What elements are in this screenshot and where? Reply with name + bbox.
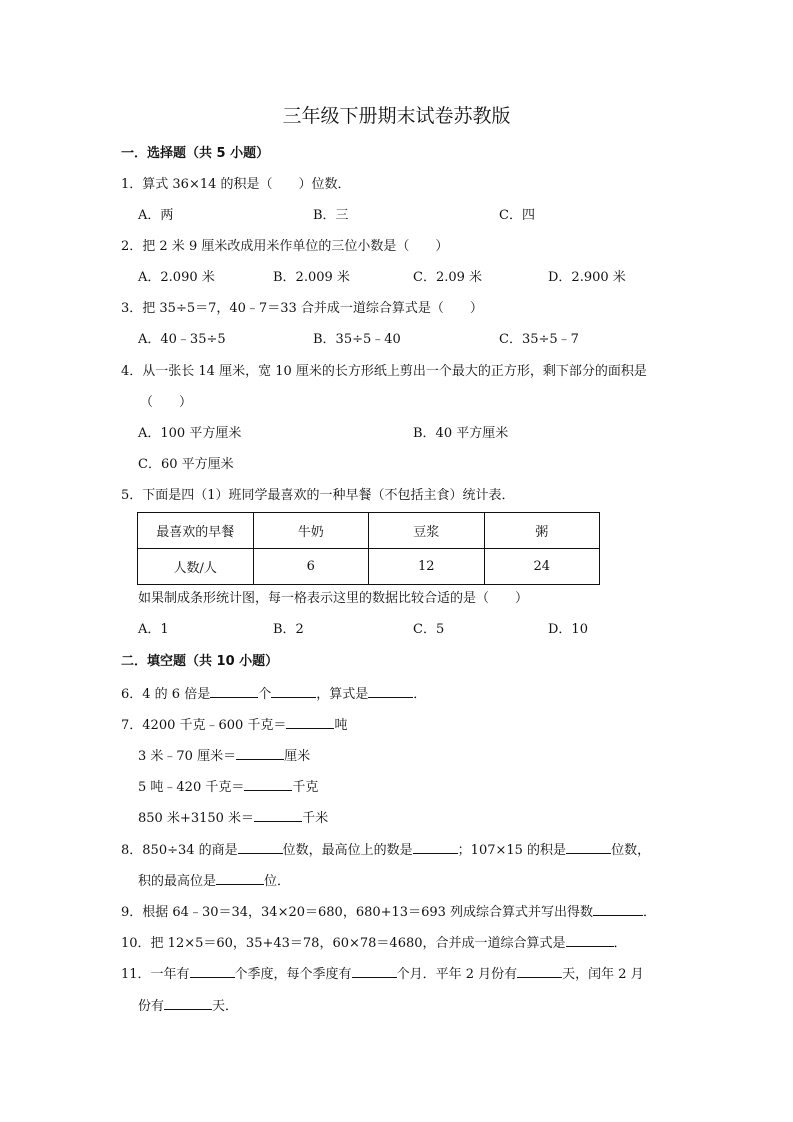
answer-blank[interactable] — [164, 997, 212, 1010]
answer-blank[interactable] — [238, 841, 283, 854]
question-5: 5．下面是四（1）班同学最喜欢的一种早餐（不包括主食）统计表． — [121, 488, 515, 503]
q8-text: 位数， — [611, 843, 651, 858]
q5-option-a: A．1 — [138, 622, 169, 637]
q11-text: 天，闰年 2 月 — [562, 967, 644, 982]
q6-text: ． — [413, 687, 427, 702]
question-7 — [121, 716, 347, 734]
q7-text: 850 米+3150 米＝ — [138, 811, 255, 826]
q7-text: 厘米 — [284, 749, 311, 764]
table-cell: 最喜欢的早餐 — [138, 513, 254, 549]
answer-blank[interactable] — [271, 685, 316, 698]
q6-text: 6．4 的 6 倍是 — [121, 687, 211, 702]
question-4: 4．从一张长 14 厘米，宽 10 厘米的长方形纸上剪出一个最大的正方形，剩下部分的面积是 — [121, 364, 647, 379]
question-2: 2．把 2 米 9 厘米改成用米作单位的三位小数是（ ） — [121, 239, 449, 254]
q6-text: ，算式是 — [316, 687, 369, 702]
q9-text: ． — [643, 905, 657, 920]
answer-blank[interactable] — [566, 934, 614, 947]
answer-blank[interactable] — [593, 903, 643, 916]
section-heading-fill: 二．填空题（共 10 小题） — [121, 654, 279, 669]
answer-blank[interactable] — [254, 809, 302, 822]
q8-text: 位数，最高位上的数是 — [282, 843, 413, 858]
q8-text: 位． — [264, 874, 291, 889]
question-7-line-3 — [138, 778, 318, 796]
q3-option-a: A．40﹣35÷5 — [138, 332, 226, 347]
question-7-line-2 — [138, 747, 310, 765]
q11-text: 个月．平年 2 月份有 — [396, 967, 518, 982]
question-6 — [121, 685, 426, 703]
table-cell: 人数/人 — [138, 549, 254, 585]
q5-option-b: B．2 — [273, 622, 304, 637]
q7-text: 3 米﹣70 厘米＝ — [138, 749, 237, 764]
q11-text: 天． — [212, 999, 239, 1014]
answer-blank[interactable] — [216, 872, 264, 885]
breakfast-stat-table — [137, 512, 600, 585]
table-cell: 12 — [369, 549, 485, 585]
question-1: 1．算式 36×14 的积是（ ）位数． — [121, 177, 351, 192]
answer-blank[interactable] — [210, 685, 258, 698]
q1-option-c: C．四 — [499, 208, 535, 223]
q2-option-b: B．2.009 米 — [273, 270, 350, 285]
q3-option-b: B．35÷5﹣40 — [313, 332, 401, 347]
question-3: 3．把 35÷5＝7，40﹣7＝33 合并成一道综合算式是（ ） — [121, 301, 483, 316]
q11-text: 份有 — [138, 999, 165, 1014]
question-4-continued: （ ） — [140, 395, 193, 410]
table-row — [138, 549, 600, 585]
answer-blank[interactable] — [566, 841, 611, 854]
q10-text: 10．把 12×5＝60，35+43＝78，60×78＝4680，合并成一道综合算式是 — [121, 936, 566, 951]
answer-blank[interactable] — [352, 965, 397, 978]
q4-option-b: B．40 平方厘米 — [413, 426, 509, 441]
q6-text: 个 — [258, 687, 272, 702]
question-7-line-4 — [138, 809, 328, 827]
section-heading-choice: 一．选择题（共 5 小题） — [121, 146, 270, 161]
q11-text: 个季度，每个季度有 — [234, 967, 352, 982]
table-cell: 24 — [484, 549, 600, 585]
answer-blank[interactable] — [244, 778, 292, 791]
table-header-row — [138, 513, 600, 549]
q1-option-a: A．两 — [138, 208, 174, 223]
q5-option-c: C．5 — [413, 622, 445, 637]
table-cell: 粥 — [484, 513, 600, 549]
q5-option-d: D．10 — [548, 622, 588, 637]
answer-blank[interactable] — [190, 965, 235, 978]
answer-blank[interactable] — [517, 965, 562, 978]
page-title: 三年级下册期末试卷苏教版 — [282, 105, 511, 127]
q2-option-a: A．2.090 米 — [138, 270, 215, 285]
q4-option-a: A．100 平方厘米 — [138, 426, 242, 441]
q2-option-c: C．2.09 米 — [413, 270, 483, 285]
q8-text: 积的最高位是 — [138, 874, 217, 889]
q2-option-d: D．2.900 米 — [548, 270, 626, 285]
q7-text: 5 吨﹣420 千克＝ — [138, 780, 245, 795]
q11-text: 11．一年有 — [121, 967, 190, 982]
q8-text: ；107×15 的积是 — [457, 843, 567, 858]
question-9 — [121, 903, 656, 921]
table-cell: 6 — [253, 549, 369, 585]
answer-blank[interactable] — [286, 716, 334, 729]
q7-text: 7．4200 千克﹣600 千克＝ — [121, 718, 287, 733]
q7-text: 吨 — [334, 718, 348, 733]
answer-blank[interactable] — [368, 685, 413, 698]
question-11 — [121, 965, 644, 983]
answer-blank[interactable] — [413, 841, 458, 854]
question-10 — [121, 934, 627, 952]
q7-text: 千克 — [292, 780, 319, 795]
q9-text: 9．根据 64﹣30＝34，34×20＝680，680+13＝693 列成综合算式并写出得数 — [121, 905, 594, 920]
question-5-prompt: 如果制成条形统计图，每一格表示这里的数据比较合适的是（ ） — [138, 591, 529, 606]
q3-option-c: C．35÷5﹣7 — [499, 332, 579, 347]
answer-blank[interactable] — [236, 747, 284, 760]
q8-text: 8．850÷34 的商是 — [121, 843, 238, 858]
table-cell: 牛奶 — [253, 513, 369, 549]
q4-option-c: C．60 平方厘米 — [138, 457, 234, 472]
q1-option-b: B．三 — [313, 208, 349, 223]
question-8 — [121, 841, 650, 859]
q7-text: 千米 — [302, 811, 329, 826]
table-cell: 豆浆 — [369, 513, 485, 549]
question-8-line-2 — [138, 872, 290, 890]
question-11-line-2 — [138, 997, 238, 1015]
q10-text: ． — [613, 936, 627, 951]
